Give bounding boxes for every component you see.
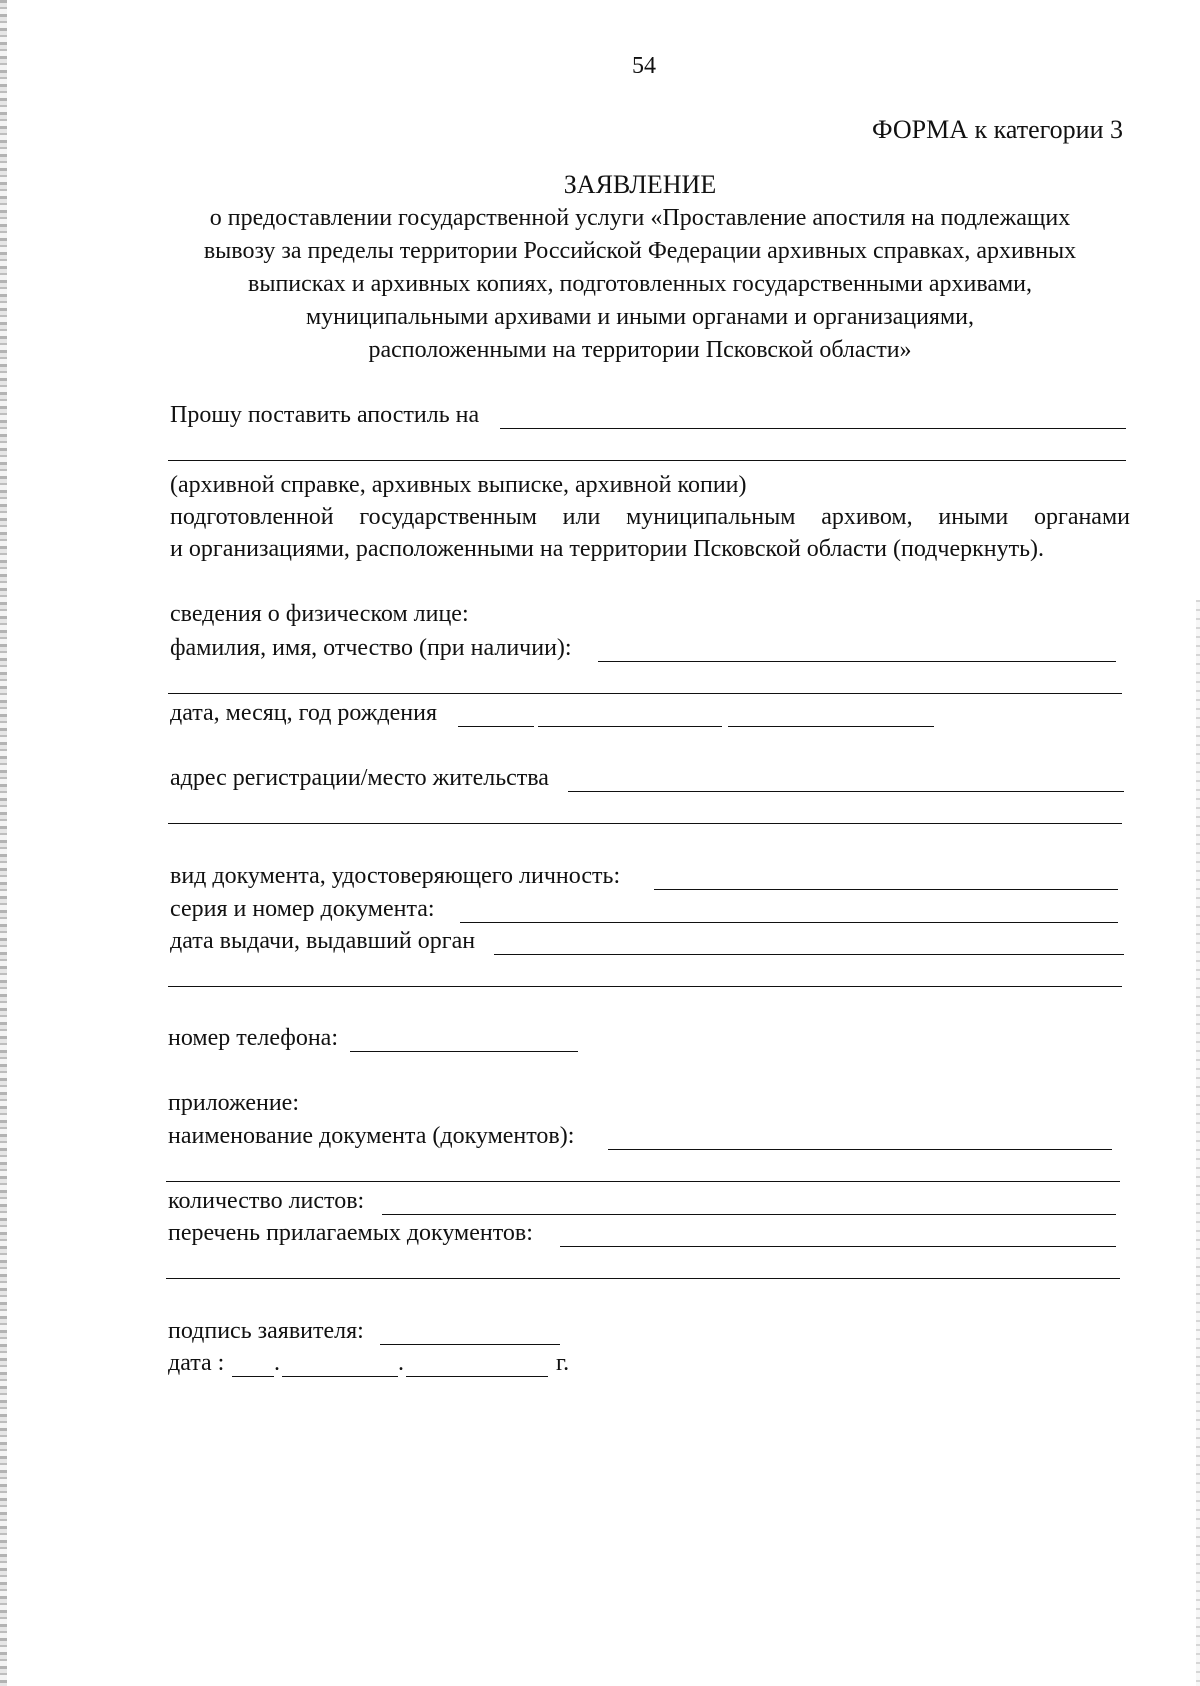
issue-field[interactable] [494,954,1124,955]
scan-edge-right [1196,600,1200,1686]
birth-month-field[interactable] [538,726,722,727]
doc-name-field[interactable] [608,1149,1112,1150]
date-dot-1: . [274,1350,280,1376]
address-label: адрес регистрации/место жительства [170,765,549,791]
sheets-field[interactable] [382,1214,1116,1215]
sheets-label: количество листов: [168,1188,365,1214]
attachments-heading: приложение: [168,1090,299,1116]
subtitle-line-3: выписках и архивных копиях, подготовленных государственными архивами, [247,271,1033,297]
request-hint: (архивной справке, архивных выписке, архивной копии) [170,472,747,498]
date-day-field[interactable] [232,1376,274,1377]
signature-field[interactable] [380,1344,560,1345]
fio-field[interactable] [598,661,1116,662]
subtitle-line-5: расположенными на территории Псковской области» [368,337,912,363]
request-text-line-2: и организациями, расположенными на территории Псковской области (подчеркнуть). [170,536,1045,562]
birth-year-field[interactable] [728,726,934,727]
attach-list-field-continuation[interactable] [166,1278,1120,1279]
birth-day-field[interactable] [458,726,534,727]
address-field-continuation[interactable] [168,823,1122,824]
subtitle-line-4: муниципальными архивами и иными органами и организациями, [305,304,974,330]
subtitle-line-1: о предоставлении государственной услуги «Проставление апостиля на подлежащих [209,205,1071,231]
request-field-continuation[interactable] [168,460,1126,461]
date-year-field[interactable] [406,1376,548,1377]
series-label: серия и номер документа: [170,896,435,922]
series-field[interactable] [460,922,1118,923]
request-label: Прошу поставить апостиль на [170,402,480,428]
request-field[interactable] [500,428,1126,429]
doc-name-field-continuation[interactable] [166,1181,1120,1182]
address-field[interactable] [568,791,1124,792]
date-month-field[interactable] [282,1376,398,1377]
date-year-suffix: г. [556,1350,570,1376]
doc-type-field[interactable] [654,889,1118,890]
date-label: дата : [168,1350,225,1376]
document-title: ЗАЯВЛЕНИЕ [563,170,717,199]
fio-field-continuation[interactable] [168,693,1122,694]
person-heading: сведения о физическом лице: [170,601,469,627]
fio-label: фамилия, имя, отчество (при наличии): [170,635,572,661]
form-label: ФОРМА к категории 3 [872,115,1123,144]
attach-list-label: перечень прилагаемых документов: [168,1220,533,1246]
date-dot-2: . [398,1350,404,1376]
doc-name-label: наименование документа (документов): [168,1123,575,1149]
phone-field[interactable] [350,1051,578,1052]
doc-type-label: вид документа, удостоверяющего личность: [170,863,621,889]
page-number: 54 [632,53,656,79]
subtitle-line-2: вывозу за пределы территории Российской Федерации архивных справках, архивных [203,238,1077,264]
scan-edge-left [0,0,7,1686]
attach-list-field[interactable] [560,1246,1116,1247]
issue-field-continuation[interactable] [168,986,1122,987]
birth-label: дата, месяц, год рождения [170,700,437,726]
issue-label: дата выдачи, выдавший орган [170,928,476,954]
signature-label: подпись заявителя: [168,1318,364,1344]
request-text-line-1: подготовленной государственным или муниципальным архивом, иными органами [170,504,1130,530]
phone-label: номер телефона: [168,1025,339,1051]
